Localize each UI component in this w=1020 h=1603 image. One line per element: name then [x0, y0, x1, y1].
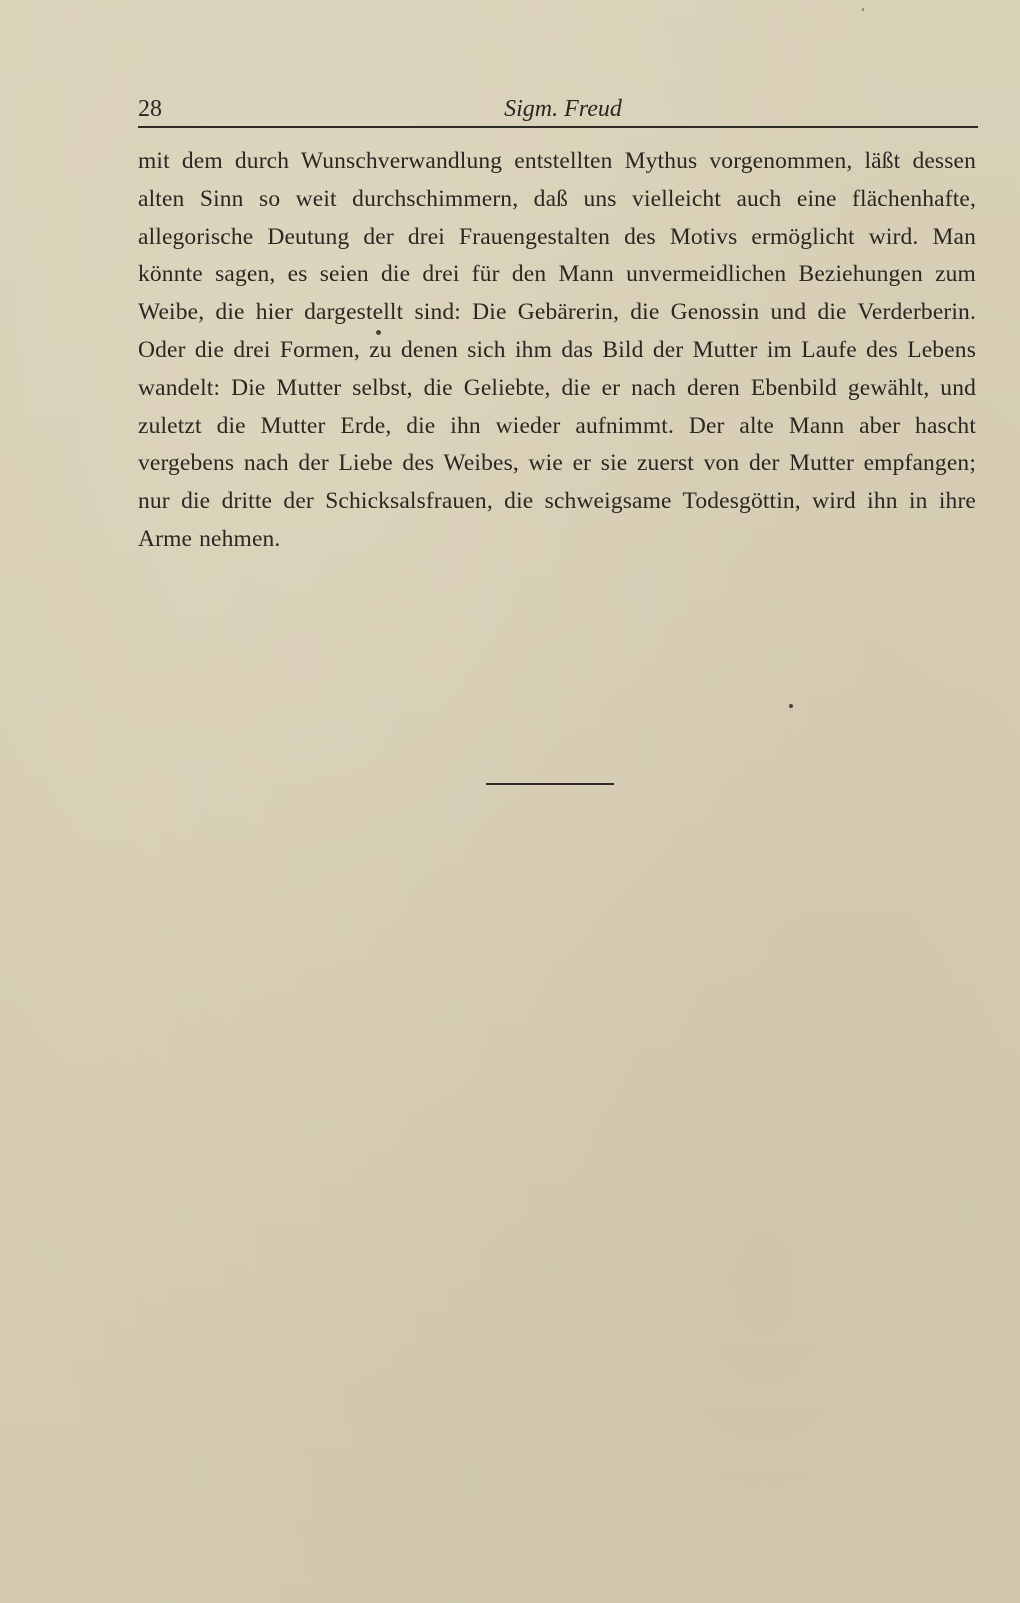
page-number: 28	[138, 96, 162, 122]
running-head: Sigm. Freud	[504, 96, 622, 122]
print-speck	[789, 704, 793, 708]
section-end-rule	[486, 783, 614, 785]
page-header	[138, 92, 978, 126]
body-paragraph: mit dem durch Wunschverwandlung entstellten Mythus vorgenommen, läßt dessen alten Sinn so weit durchschimmern, daß uns vielleicht auch eine flächenhafte, allegorische Deutung der drei Frauengestalten des Motivs ermöglicht wird. Man könnte sagen, es seien die drei für den Mann unvermeidlichen Beziehungen zum Weibe, die hier dargestellt sind: Die Gebärerin, die Genossin und die Verderberin. Oder die drei Formen, zu denen sich ihm das Bild der Mutter im Laufe des Lebens wandelt: Die Mutter selbst, die Geliebte, die er nach deren Ebenbild gewählt, und zuletzt die Mutter Erde, die ihn wieder aufnimmt. Der alte Mann aber hascht vergebens nach der Liebe des Weibes, wie er sie zuerst von der Mutter empfangen; nur die dritte der Schicksalsfrauen, die schweigsame Todesgöttin, wird ihn in ihre Arme nehmen.	[138, 148, 976, 552]
print-speck	[376, 330, 381, 335]
print-speck	[862, 8, 864, 11]
header-rule	[138, 126, 978, 128]
